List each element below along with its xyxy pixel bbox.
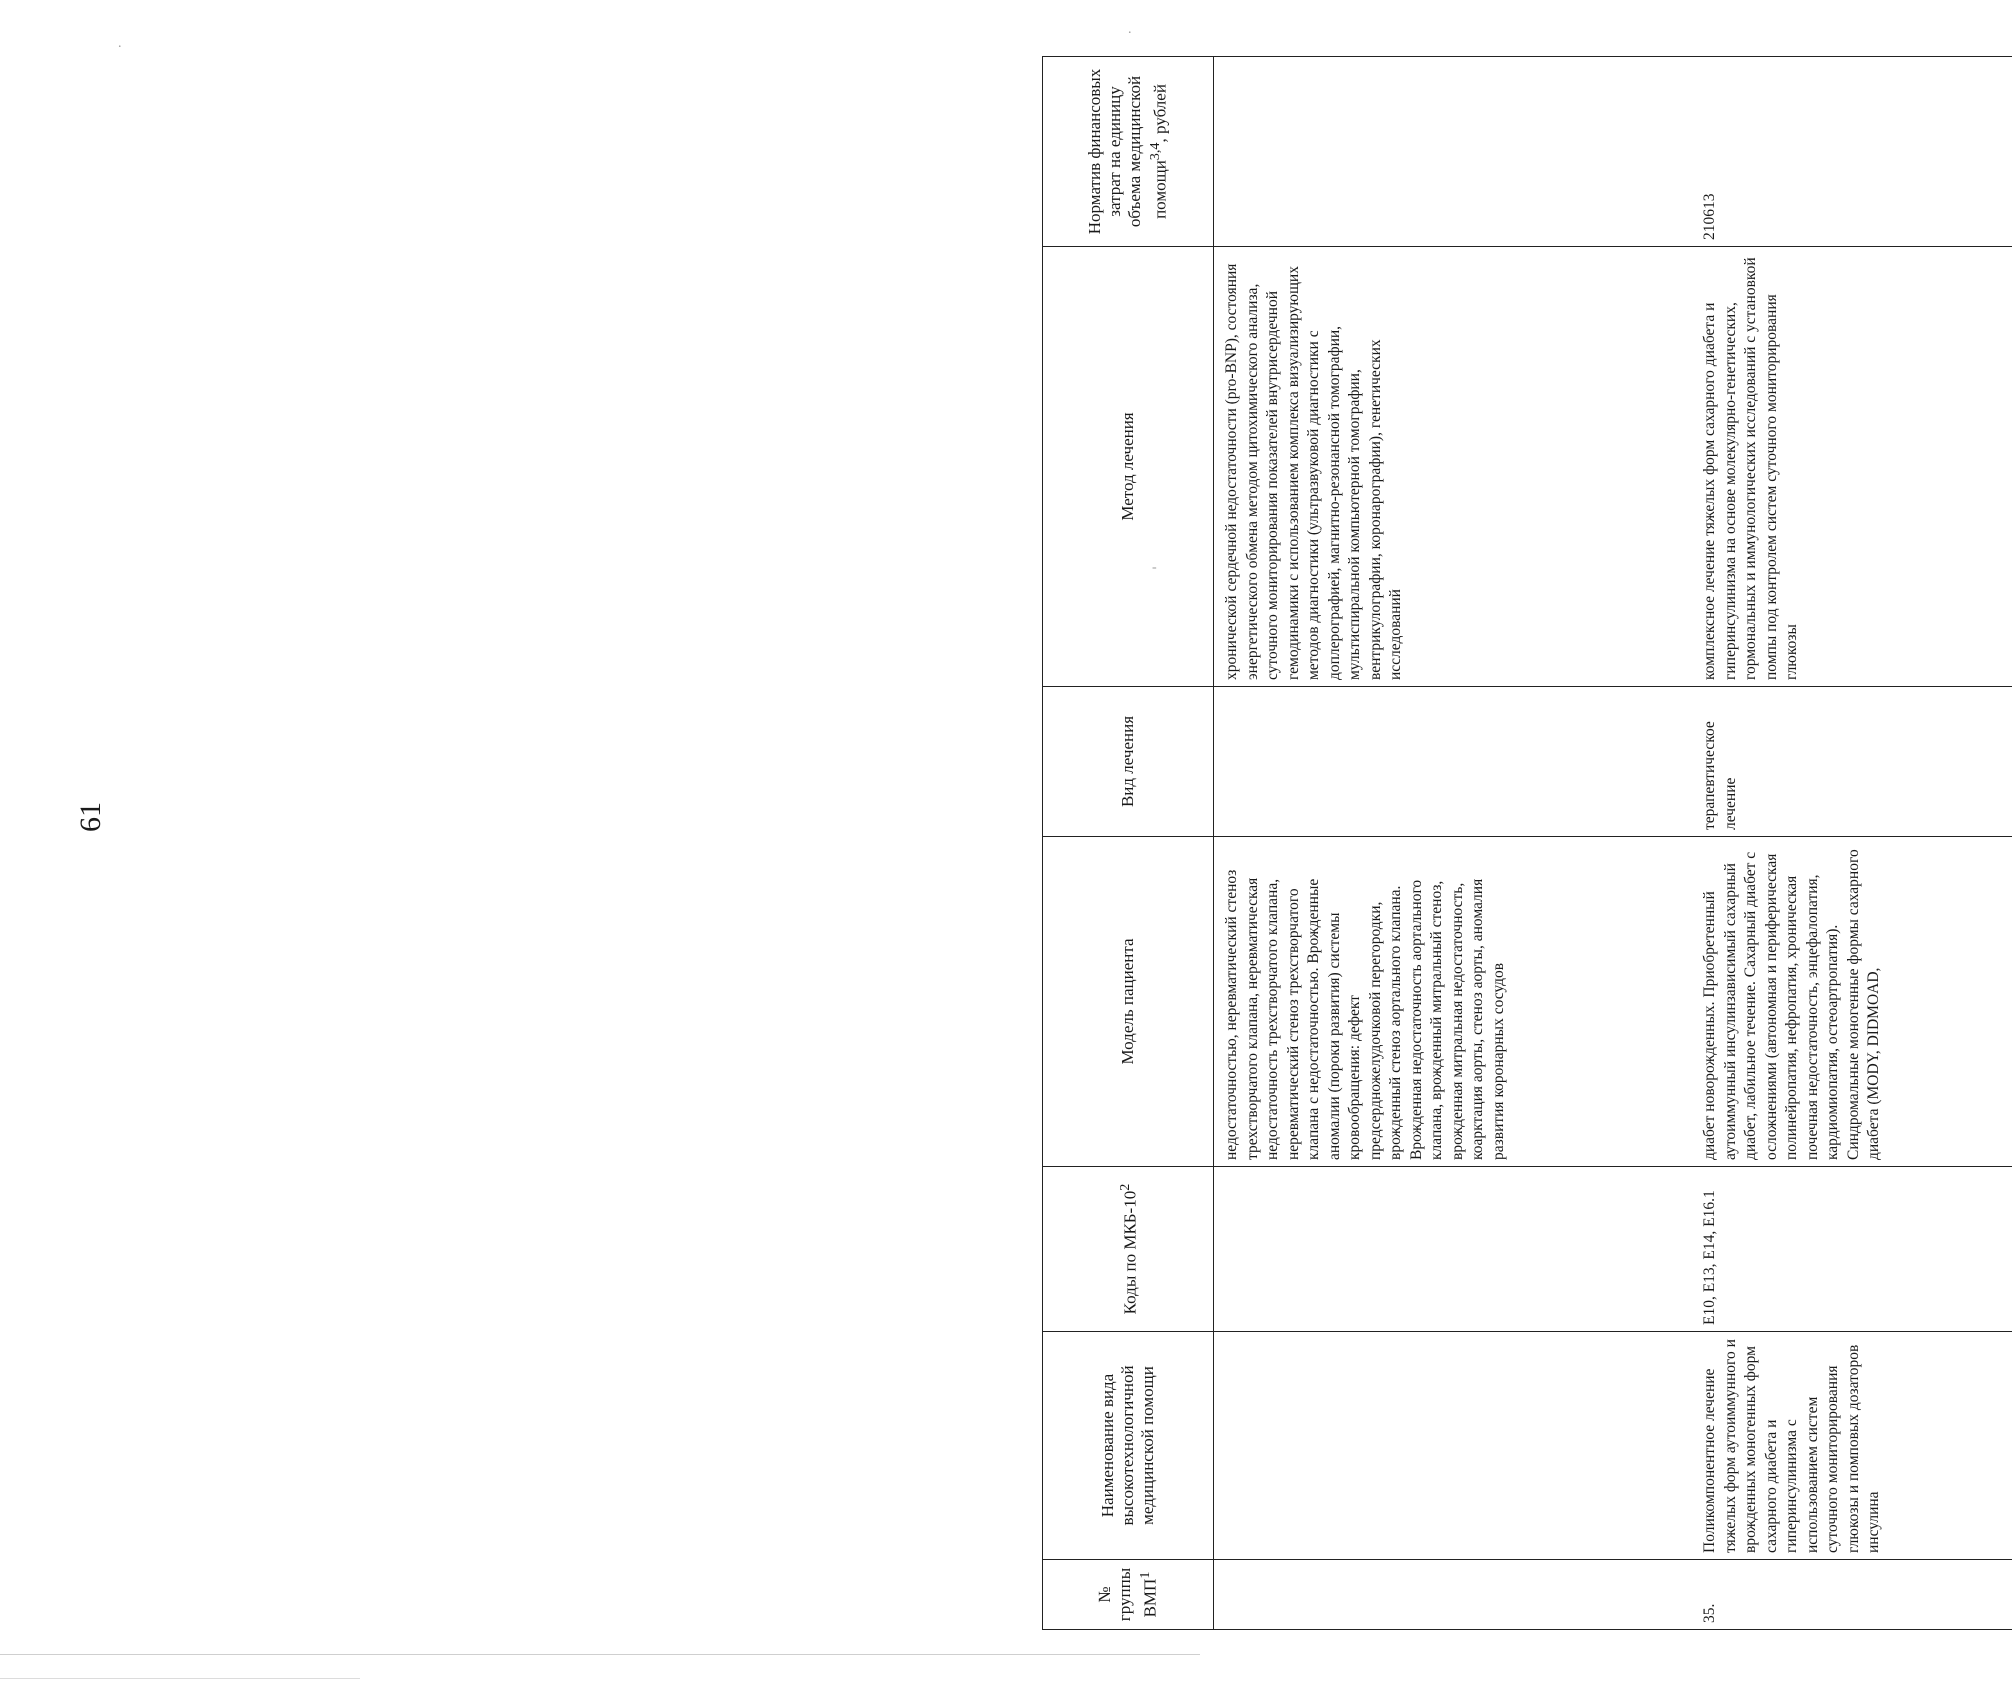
header-norm: Норматив финансовых затрат на единицу объема медицинской помощи$^{3,4}$, рублей [1043,57,1214,247]
table-row [1214,57,1693,1630]
header-metod: Метод лечения [1043,247,1214,687]
cell-name: Поликомпонентное лечение тяжелых форм аутоиммунного и врожденных моногенных форм сахарного диабета и гиперинсулинизма с использованием систем суточного мониторирования глюкозы и помповых дозаторов инсулина [1692,1332,2012,1560]
header-vid: Вид лечения [1043,687,1214,837]
header-model: Модель пациента [1043,837,1214,1167]
scan-mark-dash: - [1152,560,1157,575]
cell-vid [1214,687,1693,837]
page-number: 61 [74,802,107,832]
scan-mark-dot-right: . [1128,22,1132,37]
cell-name [1214,1332,1693,1560]
header-name: Наименование вида высокотехнологичной медицинской помощи [1043,1332,1214,1560]
cell-metod: хронической сердечной недостаточности (pro-BNP), состояния энергетического обмена методом цитохимического анализа, суточного мониторирования показателей внутрисердечной гемодинамики с использованием комплекса визуализирующих методов диагностики (ультразвуковой диагностики с доплерографией, магнитно-резонансной томографии, мультиспиральной компьютерной томографии, вентрикулографии, коронарографии), генетических исследований [1214,247,1693,687]
header-row [1043,57,1214,1630]
scan-bottom-edge-secondary [0,1678,360,1679]
scan-bottom-edge [0,1654,1200,1655]
scan-mark-dot: . [118,36,122,51]
cell-num [1214,1560,1693,1630]
cell-norm: 210613 [1692,57,2012,247]
table-row [1692,57,2012,1630]
cell-codes [1214,1167,1693,1332]
cell-model: диабет новорожденных. Приобретенный аутоиммунный инсулинзависимый сахарный диабет, лабильное течение. Сахарный диабет с осложнениями (автономная и периферическая полинейропатия, нефропатия, хроническая почечная недостаточность, энцефалопатия, кардиомиопатия, остеоартропатия). Синдромальные моногенные формы сахарного диабета (MODY, DIDMOAD, [1692,837,2012,1167]
cell-model: недостаточностью, неревматический стеноз трехстворчатого клапана, неревматическая недостаточность трехстворчатого клапана, неревматический стеноз трехстворчатого клапана с недостаточностью. Врожденные аномалии (пороки развития) системы кровообращения: дефект предсердножелудочковой перегородки, врожденный стеноз аортального клапана. Врожденная недостаточность аортального клапана, врожденный митральный стеноз, врожденная митральная недостаточность, коарктация аорты, стеноз аорты, аномалия развития коронарных сосудов [1214,837,1693,1167]
header-codes: Коды по МКБ-$10^2$ [1043,1167,1214,1332]
cell-vid: терапевтическое лечение [1692,687,2012,837]
cell-num: 35. [1692,1560,2012,1630]
cell-metod: комплексное лечение тяжелых форм сахарного диабета и гиперинсулинизма на основе молекулярно-генетических, гормональных и иммунологических исследований с установкой помпы под контролем систем суточного мониторирования глюкозы [1692,247,2012,687]
cell-codes: E10, E13, E14, E16.1 [1692,1167,2012,1332]
vmp-table [1042,56,2012,1630]
header-num: № группы ВМП$^1$ [1043,1560,1214,1630]
rotated-table-container [1042,57,2002,1630]
cell-norm [1214,57,1693,247]
